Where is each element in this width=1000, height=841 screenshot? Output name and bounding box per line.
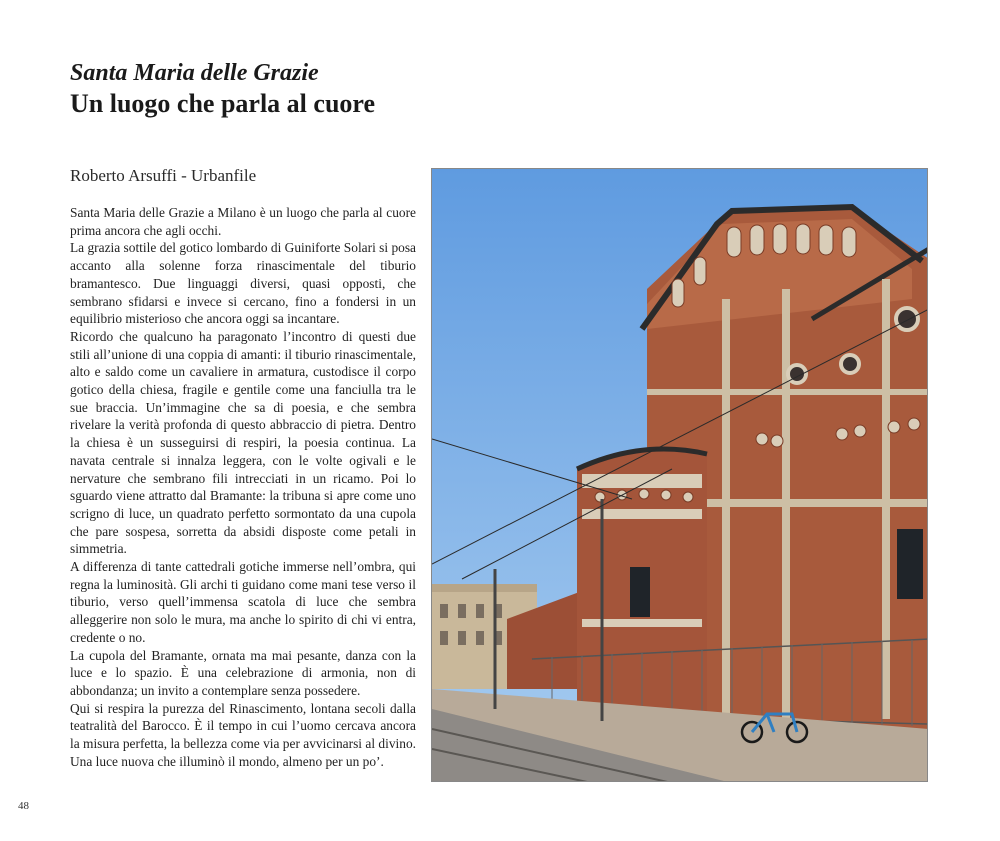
paragraph: A differenza di tante cattedrali gotiche immerse nell’ombra, qui regna la luminosità. Gli archi ti guidano come mani tese verso il tiburio, verso quell’immensa scatola di luce che sembra alleggerire non solo le mura, ma anche lo spirito di chi vi entra, credente o no. (70, 559, 416, 645)
article-title-block (70, 58, 670, 119)
church-photo (431, 168, 928, 782)
paragraph: La cupola del Bramante, ornata ma mai pesante, danza con la luce e lo spazio. È una celebrazione di armonia, non di abbondanza; un invito a contemplare senza possedere. (70, 647, 416, 698)
author-byline: Roberto Arsuffi - Urbanfile (70, 166, 257, 185)
paragraph: Qui si respira la purezza del Rinascimento, lontana secoli dalla teatralità del Barocco. È il tempo in cui l’uomo cercava ancora la misura perfetta, la bellezza come via per avvicinarsi al divino. Una luce nuova che illuminò il mondo, almeno per un po’. (70, 700, 416, 769)
paragraph: La grazia sottile del gotico lombardo di Guiniforte Solari si posa accanto alla solenne forza rinascimentale del tiburio bramantesco. Due linguaggi diversi, quasi opposti, che sembrano sfidarsi e invece si cercano, fino a fondersi in un equilibrio misterioso che ancora oggi sa incantare. (70, 240, 416, 327)
page-number: 48 (18, 800, 29, 812)
paragraph: Ricordo che qualcuno ha paragonato l’incontro di questi due stili all’unione di una coppia di amanti: il tiburio rinascimentale, alto e saldo come un cavaliere in armatura, custodisce il corpo gotico della chiesa, fragile e gentile come una fanciulla tra le sue braccia. Un’immagine che sa di poesia, e che sembra rivelare la verità profonda di questo abbraccio di pietra. Dentro la chiesa è un susseguirsi di respiri, la poesia continua. La navata centrale si innalza leggera, con le volte ogivali e le nervature che sembrano fili intrecciati in un ricamo. Poi lo sguardo viene attratto dal Bramante: la tribuna si apre come uno scrigno di luce, un quadrato perfetto sormontato da una cupola che pare sospesa, sorretta da absidi disposte come petali in simmetria. (70, 328, 416, 557)
article-title-italic: Santa Maria delle Grazie (70, 60, 319, 86)
article-title-main: Un luogo che parla al cuore (70, 89, 376, 118)
article-body (70, 204, 416, 771)
church-illustration (432, 169, 928, 782)
paragraph: Santa Maria delle Grazie a Milano è un luogo che parla al cuore prima ancora che agli occhi. (70, 205, 416, 238)
